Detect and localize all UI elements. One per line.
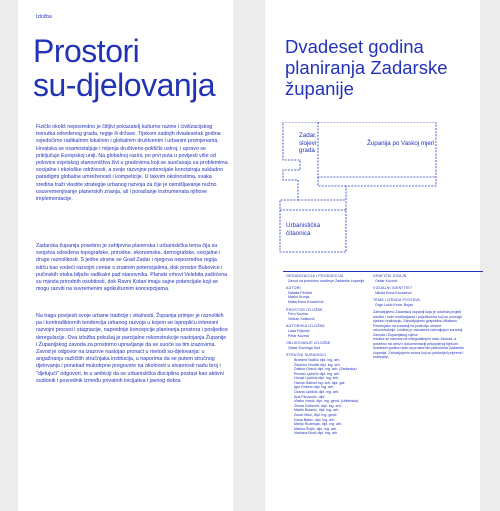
intro-paragraph-3 xyxy=(36,313,228,385)
plan-label-zadar xyxy=(299,132,317,155)
intro-paragraph-1 xyxy=(36,124,228,203)
section-tag: Izložba xyxy=(36,14,52,20)
acknowledgement-note-2: Izložba se zasniva na višegodišnjem radu Zavoda, a posebno na arhivi i dokumentaciji prikupljenoj tijekom dvadeset godina rada na prostornim planovima Zadarske županije. Zahvaljujemo svima koji su pridonijeli pripremi i realizaciji. xyxy=(373,337,464,360)
credit-group xyxy=(286,341,374,350)
acknowledgement-note-1: Zahvaljujemo Zadarskoj županiji koja je odobrila projekt izložbe i svim institucijama i pojedincima koji su pomogli njezinu realizaciju. Zahvaljujemo gospodinu Mladenu Potočnjaku na suradnji na području urbane rekonstrukcije. Izložba je ostvarena zahvaljujući suradnji Zavoda i Županijskog vijeća. xyxy=(373,310,463,337)
credit-group xyxy=(286,274,374,283)
credit-text: Nikola Kuna Kovačević xyxy=(375,290,412,295)
plan-label-vaskoj-mjeri: Županija po Vaskoj mjeri xyxy=(367,140,435,147)
credit-text: Petar Kuzma xyxy=(288,333,309,338)
plan-label-line: Zadar, xyxy=(299,132,317,139)
paragraph-text: Zadarska županija posebno je zahtjevna planerska i urbanistička tema čija su svojstva određena topografske, prirodne, ekonomske, demografske, socijalne i druge raznolikosti. S jedne strane se Grad Zadar i njegova neposredna regija ističu kao vodeći razvojni centar s znatnim potencijalima, dok prostor Bukovice i pučinskih otoka bilježe radikalni pad stanovnika. Planski vrhovi Velebita zaštićena su mjesta prirodnih osobitosti, dok Ravni Kotari imaju sajne potencijale koji se mogu razviti na suvremenim agrikulturnim koncepcijama. xyxy=(36,243,228,293)
credit-text: Oskar Kuzmić xyxy=(375,278,398,283)
page-title-line-1: Prostori xyxy=(33,33,140,69)
credit-text: Marko Kronja xyxy=(288,295,310,300)
credits-right xyxy=(373,274,463,308)
plan-label-line: slojevi xyxy=(299,139,317,147)
credit-text: Lada Filipović xyxy=(288,328,310,333)
credit-group xyxy=(373,298,463,307)
credit-text: Igor Doberc dipl. ing. arh. xyxy=(294,385,335,390)
credit-group xyxy=(286,286,374,304)
credit-heading: ORGANIZACIJA I PRODUKCIJA xyxy=(286,274,344,278)
credit-text: Pero Kuzma xyxy=(288,312,308,317)
credit-text: Dalibor Dracić dipl. ing. arh. (Zadarska) xyxy=(294,367,357,372)
credit-text: Zrinka Doberćić, dipl. ing. arh. xyxy=(294,403,342,408)
plan-label-citaonica xyxy=(286,222,320,237)
page-title-line-2: su-djelovanja xyxy=(33,67,216,103)
credit-text: Grgo Lukić Kona, Bojan xyxy=(375,302,413,307)
credit-heading: TEMA I IZRADA POSTAVA xyxy=(373,298,421,303)
credit-heading: GRAFIČKI DIZAJN xyxy=(373,274,407,278)
plan-label-line: čitaonica xyxy=(286,229,311,237)
credit-text: Vlatko Ivanić, dipl. ing. geod. (Udbinska) xyxy=(294,399,359,404)
section-title-line-3: županije xyxy=(285,78,354,99)
floor-plan-room-divider xyxy=(318,122,436,177)
intro-paragraph-2 xyxy=(36,243,228,293)
credit-text: Marijo Ruženjak, dipl. ing. arh. xyxy=(294,422,343,427)
credit-group xyxy=(373,286,463,295)
credit-text: Nataša Petričić xyxy=(288,290,313,295)
credit-group xyxy=(286,324,374,338)
credit-heading: PROSTOR IZLOŽBE xyxy=(286,307,323,312)
section-title-line-2: planiranja Zadarske xyxy=(285,57,448,78)
paragraph-text: Na tragu povijesti svoje urbane tradicije i vitalnosti, Županija primjer je raznolikih pa i kontradiktornih tendencija urbanog razvoja u kojem se isprepliću interesni razvojni procesi i stagnacije, naprednije koncepcije planiranja prostora i posljedice deregulacije. Ova izložba pokušaj je parcijalne rekonstrukcije nastojanja Županije i Županijskog zavoda za prostorno upravljanje da se suoče sa tim izazovima. Zavod je odgovor na izazove nastojao pronaći u metodi su-djelovanja: u angažiranju različitih stručnjaka institucija, u naporima da se putem stručnog djelovanja i ponekad mukotrpne pregovore na okolnosti u stvarnosti nadu broj i "djelujući" odgovori, te u ambiciji da se urbanistička disciplina postavi kao aktivni sudionik i posrednik između privatnih inicijativa i javnog dobra. xyxy=(36,313,228,384)
section-title-line-1: Dvadeset godina xyxy=(285,36,424,57)
credit-text: Ozana Ljubičić dipl. ing. arh. xyxy=(294,390,340,395)
plan-label-line: grada xyxy=(299,147,315,155)
credit-text: Zavod za prostorno uređenje Zadarske županije xyxy=(288,278,365,283)
credit-heading: VIZUALNI IDENTITET xyxy=(373,286,413,291)
page-title xyxy=(33,34,243,102)
credit-text: Marina Šuljić, dipl. ing. arh. xyxy=(294,426,338,431)
paragraph-text: Fizički okoliš neposredno je čitljivi pokazatelj kulturne razine i civilizacijskog trenutka određenog grada, regije ili države. Tijekom zadnjih dvadesetak godina svjedočimo radikalnim lokalnim i globalnim društvenim i urbanim promjenama. Hrvatska se osamostaljuje i mijenja društveno-politički ustroj, i upravo se priključuje Europskoj uniji. Na globalnoj razini, po prvi puta u povijesti više od polovice svjetskog stanovništva živi u gradovima koji se suočavaju sa problemima socijalne i ekološke održivosti, a svoje razvojne potencijale koncipiraju sukladno paradigmi globalne umreženosti i kompeticije. U takvim okolnostima, svaka sredina traži vlastite strategije urbanog razvoja za čije je osmišljavanje nužno osuvremenjivanje planerskih znanja, ali i ponašanje instrumenata njihove implementacije. xyxy=(36,124,228,203)
plan-label-line: Urbanistička xyxy=(286,222,321,229)
credit-heading: OBLIKOVANJE IZLOŽBE xyxy=(286,341,331,346)
credit-text: Zoran Mirić, dipl. ing. geod. xyxy=(294,413,338,418)
credit-text: Oskar Kuzmiga Sud xyxy=(288,345,320,350)
credit-group xyxy=(373,274,463,283)
divider xyxy=(283,271,483,272)
credit-text: Roman Ljubičić dipl. ing. arh. xyxy=(294,371,341,376)
credit-group xyxy=(286,308,374,322)
credit-text: Vedrana Borić dipl. ing. arh. xyxy=(294,431,339,436)
credit-text: Ana Fitrovović, dipl. xyxy=(294,394,326,399)
credit-text: Vedran Suliković xyxy=(288,316,315,321)
credit-group xyxy=(286,353,374,436)
credit-text: Hrvoje Ljubicić dipl. ing. arh. xyxy=(294,376,339,381)
credit-text: Hanna Rabcel ing. arh. dipl. gat. xyxy=(294,380,346,385)
credit-text: Martin Bulanić, dipl. ing. arh. xyxy=(294,408,340,413)
section-title xyxy=(285,36,485,99)
credit-text: Zdravko Hrvatić dipl. ing. arh. xyxy=(294,362,341,367)
credit-text: Maša Kuna Kovačević xyxy=(288,299,324,304)
credits-left xyxy=(286,274,374,436)
floor-plan-room-divider xyxy=(318,177,346,186)
credit-text: Branimir Baličić dipl. ing. arh. xyxy=(294,357,341,362)
credit-heading: AUTORSKA IZLOŽBA xyxy=(286,324,325,329)
credit-text: Ivana Babić, dipl. ing. arh. xyxy=(294,417,336,422)
credit-heading: AUTORI xyxy=(286,286,301,291)
credit-heading: STRUČNI SURADNICI xyxy=(286,353,327,358)
